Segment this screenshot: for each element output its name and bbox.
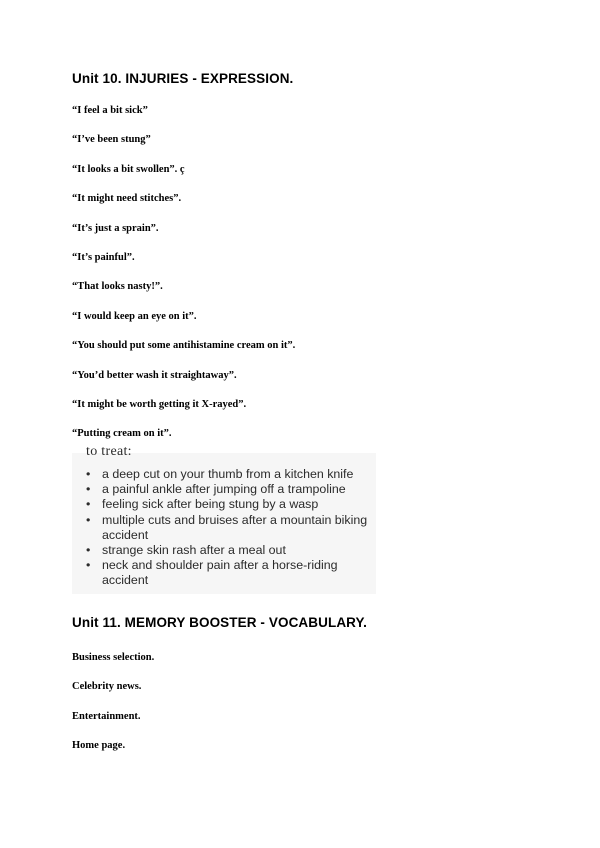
bullet-icon: • <box>86 482 91 497</box>
injury-item <box>86 513 372 543</box>
expression-list <box>72 104 295 457</box>
vocabulary-item: Entertainment. <box>72 710 141 722</box>
injury-item-text: a deep cut on your thumb from a kitchen knife <box>102 467 354 481</box>
scanned-excerpt-cut-text: to treat: <box>86 444 132 459</box>
injury-list <box>86 467 372 589</box>
expression-item: “It might need stitches”. <box>72 193 182 205</box>
injury-item <box>86 543 372 558</box>
injury-item <box>86 467 372 482</box>
bullet-icon: • <box>86 467 91 481</box>
injury-item-text: a painful ankle after jumping off a trampoline <box>102 482 346 497</box>
expression-item: “I’ve been stung” <box>72 134 151 146</box>
vocabulary-item: Business selection. <box>72 652 155 663</box>
vocabulary-item: Home page. <box>72 740 126 752</box>
unit-10-heading: Unit 10. INJURIES - EXPRESSION. <box>72 71 294 86</box>
scanned-excerpt-image <box>72 444 376 594</box>
injury-item-text: feeling sick after being stung by a wasp <box>102 497 319 512</box>
expression-item: “It’s just a sprain”. <box>72 222 159 234</box>
expression-item: “It looks a bit swollen”. ç <box>72 163 185 175</box>
bullet-icon: • <box>86 497 91 512</box>
injury-item-text: neck and shoulder pain after a horse-riding accident <box>102 558 338 588</box>
injury-item-text: strange skin rash after a meal out <box>102 543 286 558</box>
expression-item: “It might be worth getting it X-rayed”. <box>72 398 247 410</box>
injury-item <box>86 497 372 512</box>
expression-item: “I feel a bit sick” <box>72 105 148 116</box>
bullet-icon: • <box>86 558 91 573</box>
unit-11-heading: Unit 11. MEMORY BOOSTER - VOCABULARY. <box>72 615 367 630</box>
injury-item <box>86 482 372 497</box>
injury-item <box>86 558 372 588</box>
vocabulary-item: Celebrity news. <box>72 681 142 693</box>
bullet-icon: • <box>86 512 91 527</box>
expression-item: “That looks nasty!”. <box>72 281 163 293</box>
expression-item: “Putting cream on it”. <box>72 428 172 440</box>
bullet-icon: • <box>86 543 91 558</box>
expression-item: “You should put some antihistamine cream on it”. <box>72 340 296 352</box>
injury-item-text: multiple cuts and bruises after a mountain biking accident <box>102 512 368 542</box>
expression-item: “It’s painful”. <box>72 251 135 263</box>
expression-item: “I would keep an eye on it”. <box>72 310 197 322</box>
expression-item: “You’d better wash it straightaway”. <box>72 369 237 381</box>
vocabulary-list <box>72 651 154 769</box>
